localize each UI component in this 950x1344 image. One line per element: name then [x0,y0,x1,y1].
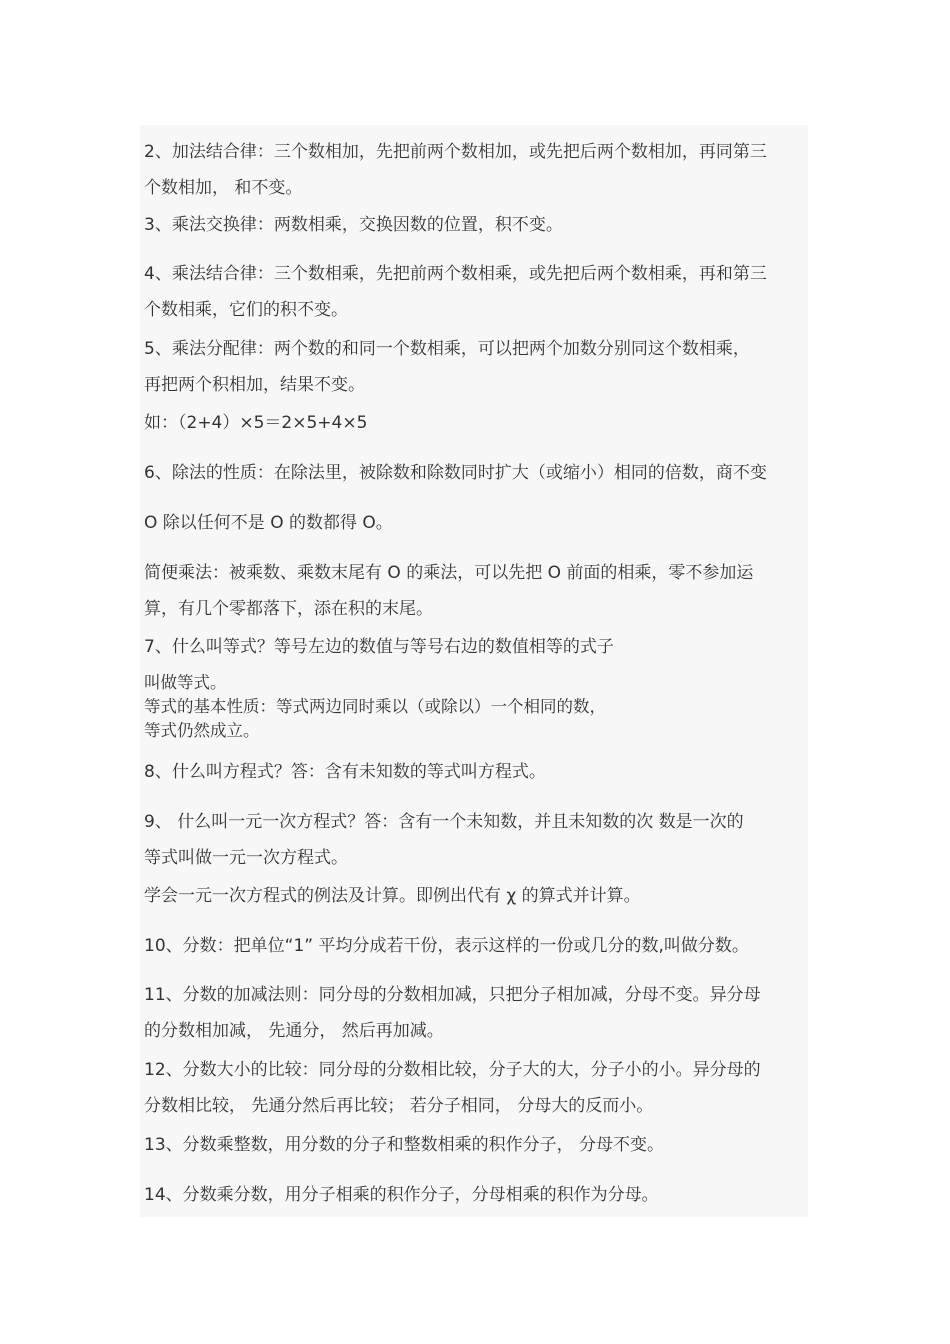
text-line: 11、分数的加减法则：同分母的分数相加减，只把分子相加减，分母不变。异分母 [144,985,761,1005]
paragraph-multiplication-commutative [144,207,563,243]
text-line: 7、什么叫等式？等号左边的数值与等号右边的数值相等的式子 [144,637,614,657]
paragraph-equation-property [144,671,606,743]
text-line: 如：（2+4）×5＝2×5+4×5 [144,413,368,433]
text-line: 等式叫做一元一次方程式。 [144,848,348,868]
text-line: 4、乘法结合律：三个数相乘，先把前两个数相乘，或先把后两个数相乘，再和第三 [144,264,767,284]
paragraph-multiplication-associative [144,256,767,328]
text-line: 9、 什么叫一元一次方程式？答：含有一个未知数，并且未知数的次 数是一次的 [144,812,744,832]
paragraph-linear-equation [144,804,744,876]
paragraph-fraction-definition [144,928,749,964]
text-line: 10、分数：把单位“1” 平均分成若干份，表示这样的一份或几分的数,叫做分数。 [144,936,749,956]
paragraph-addition-associative [144,134,767,206]
text-line: O 除以任何不是 O 的数都得 O。 [144,513,393,533]
text-line: 简便乘法：被乘数、乘数末尾有 O 的乘法，可以先把 O 前面的相乘，零不参加运 [144,563,754,583]
text-line: 算，有几个零都落下，添在积的末尾。 [144,599,433,619]
text-line: 12、分数大小的比较：同分母的分数相比较，分子大的大，分子小的小。异分母的 [144,1060,761,1080]
paragraph-division-property [144,455,767,491]
paragraph-example [144,405,367,441]
text-line: 8、什么叫方程式？答：含有未知数的等式叫方程式。 [144,762,546,782]
text-line: 等式仍然成立。 [144,721,260,740]
paragraph-fraction-add-subtract [144,977,761,1049]
paragraph-fraction-compare [144,1052,761,1124]
text-line: 2、加法结合律：三个数相加，先把前两个数相加，或先把后两个数相加，再同第三 [144,142,767,162]
text-line: 等式的基本性质：等式两边同时乘以（或除以）一个相同的数， [144,697,606,716]
text-line: 个数相乘，它们的积不变。 [144,300,348,320]
paragraph-equation-question [144,629,614,665]
paragraph-fraction-times-integer [144,1127,664,1163]
text-line: 分数相比较， 先通分然后再比较； 若分子相同， 分母大的反而小。 [144,1096,654,1116]
paragraph-multiplication-distributive [144,331,750,403]
paragraph-zero-division [144,505,393,541]
paragraph-linear-equation-practice [144,878,641,914]
document-page [140,125,808,1217]
paragraph-fraction-times-fraction [144,1177,659,1213]
text-line: 3、乘法交换律：两数相乘，交换因数的位置，积不变。 [144,215,563,235]
text-line: 再把两个积相加，结果不变。 [144,375,365,395]
text-line: 的分数相加减， 先通分， 然后再加减。 [144,1021,444,1041]
text-line: 14、分数乘分数，用分子相乘的积作分子，分母相乘的积作为分母。 [144,1185,659,1205]
text-line: 5、乘法分配律：两个数的和同一个数相乘，可以把两个加数分别同这个数相乘， [144,339,750,359]
text-line: 学会一元一次方程式的例法及计算。即例出代有 χ 的算式并计算。 [144,886,641,906]
paragraph-equation-definition [144,754,546,790]
paragraph-simple-multiplication [144,555,753,627]
text-line: 13、分数乘整数，用分数的分子和整数相乘的积作分子， 分母不变。 [144,1135,665,1155]
text-line: 叫做等式。 [144,673,227,692]
text-line: 6、除法的性质：在除法里，被除数和除数同时扩大（或缩小）相同的倍数，商不变 [144,463,767,483]
text-line: 个数相加， 和不变。 [144,178,303,198]
